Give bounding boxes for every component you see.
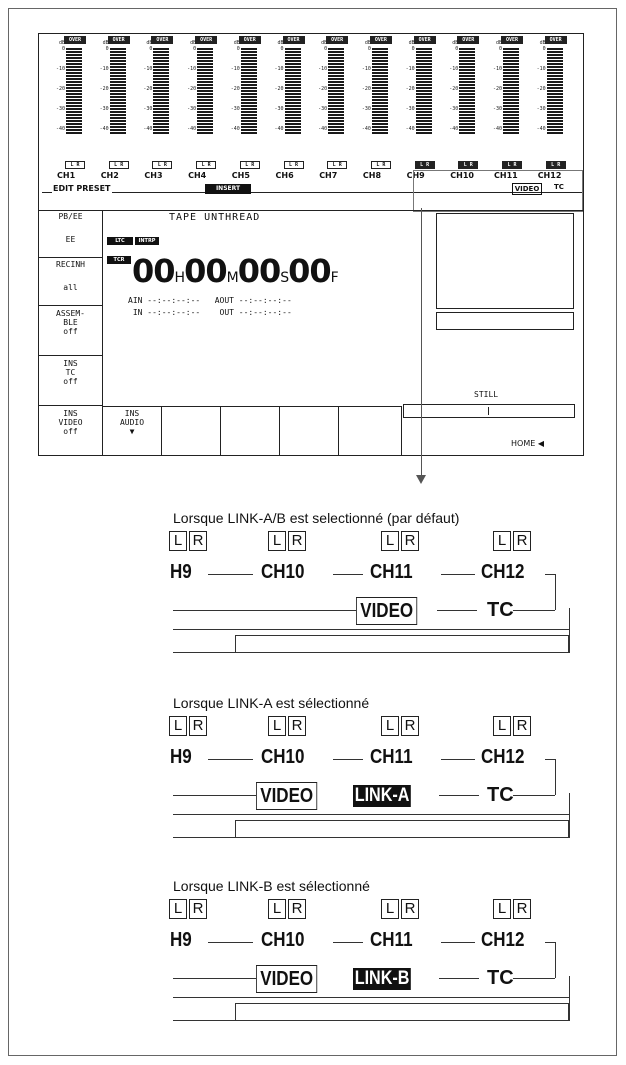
zoom-inset-bottom <box>173 630 570 653</box>
edit-preset-label: EDIT PRESET <box>53 184 111 193</box>
zoom-ch9: H9 <box>170 561 192 583</box>
zoom-ch10: CH10 <box>261 929 305 951</box>
zoom-l-box: L <box>169 531 187 551</box>
zoom-l-box: L <box>169 899 187 919</box>
db-label: dB <box>539 40 546 46</box>
channel-label: CH9 <box>406 171 425 180</box>
meter-channel <box>272 36 312 141</box>
level-bar <box>547 48 563 134</box>
zoom-r-box: R <box>189 899 207 919</box>
db-scale-tick: -20 <box>230 86 240 92</box>
zoom-selection-rect <box>413 170 583 212</box>
zoom-r-box: R <box>513 899 531 919</box>
over-indicator: OVER <box>545 36 567 44</box>
zoom-bracket-top <box>545 574 555 575</box>
in-out-line: IN --:--:--:-- OUT --:--:--:-- <box>128 308 292 317</box>
over-indicator: OVER <box>370 36 392 44</box>
meter-channel <box>140 36 180 141</box>
timecode-display: 00H00M00S00F <box>132 252 338 290</box>
db-scale-tick: -20 <box>143 86 153 92</box>
tc-indicator: TC <box>554 183 564 191</box>
db-label: dB <box>452 40 459 46</box>
db-scale-tick: -20 <box>536 86 546 92</box>
db-scale-tick: -10 <box>318 66 328 72</box>
db-scale-tick: -40 <box>143 126 153 132</box>
db-scale-tick: -10 <box>187 66 197 72</box>
db-scale-tick: 0 <box>61 46 65 52</box>
meter-channel <box>534 36 574 141</box>
db-label: dB <box>495 40 502 46</box>
db-scale-tick: -20 <box>55 86 65 92</box>
db-scale-tick: -20 <box>318 86 328 92</box>
zoom-connector <box>441 942 475 943</box>
db-scale-tick: -30 <box>492 106 502 112</box>
tape-status: TAPE UNTHREAD <box>169 212 261 223</box>
zoom-connector <box>513 610 555 611</box>
level-bar <box>459 48 475 134</box>
db-scale-tick: -40 <box>361 126 371 132</box>
zoom-video-label: VIDEO <box>256 965 317 993</box>
zoom-r-box: R <box>288 716 306 736</box>
zoom-bracket-top <box>545 942 555 943</box>
db-scale-tick: -10 <box>536 66 546 72</box>
zoom-connector <box>333 574 363 575</box>
zoom-r-box: R <box>288 531 306 551</box>
zoom-ch11: CH11 <box>370 746 413 768</box>
db-scale-tick: 0 <box>280 46 284 52</box>
db-scale-tick: -30 <box>318 106 328 112</box>
home-button[interactable]: HOME ◀ <box>511 439 544 448</box>
zoom-r-box: R <box>401 716 419 736</box>
db-scale-tick: -40 <box>55 126 65 132</box>
db-scale-tick: -10 <box>230 66 240 72</box>
zoom-lr-indicator <box>381 531 421 549</box>
db-scale-tick: 0 <box>236 46 240 52</box>
zoom-lr-indicator <box>268 531 308 549</box>
over-indicator: OVER <box>326 36 348 44</box>
monitor-info-box <box>436 312 574 330</box>
zoom-connector <box>513 795 555 796</box>
zoom-r-box: R <box>189 531 207 551</box>
zoom-tc-label: TC <box>487 967 514 989</box>
db-scale-tick: -40 <box>230 126 240 132</box>
db-scale-tick: -30 <box>274 106 284 112</box>
zoom-inset-bottom <box>173 998 570 1021</box>
db-scale-tick: -30 <box>230 106 240 112</box>
zoom-arrow-head <box>416 475 426 484</box>
zoom-inset-bottom <box>173 815 570 838</box>
zoom-r-box: R <box>401 531 419 551</box>
channel-label: CH3 <box>144 171 163 180</box>
db-scale-tick: -40 <box>492 126 502 132</box>
level-bar <box>503 48 519 134</box>
db-scale-tick: -20 <box>449 86 459 92</box>
zoom-video-label: VIDEO <box>256 782 317 810</box>
meter-channel <box>315 36 355 141</box>
zoom-bar-box <box>235 820 569 837</box>
video-monitor-area <box>436 213 574 309</box>
zoom-bar-box <box>235 635 569 652</box>
zoom-connector <box>173 795 256 796</box>
lr-indicator: L R <box>240 161 260 169</box>
zoom-lr-indicator <box>493 716 533 734</box>
db-scale-tick: -30 <box>405 106 415 112</box>
channel-label: CH10 <box>450 171 474 180</box>
zoom-lr-indicator <box>268 716 308 734</box>
level-bar <box>285 48 301 134</box>
vtr-setup-panel <box>38 33 584 456</box>
db-scale-tick: 0 <box>411 46 415 52</box>
recinh-button[interactable]: RECINH all <box>39 258 102 306</box>
zoom-lr-indicator <box>381 716 421 734</box>
zoom-ch10: CH10 <box>261 561 305 583</box>
meter-channel <box>359 36 399 141</box>
video-indicator: VIDEO <box>512 183 542 195</box>
db-label: dB <box>58 40 65 46</box>
zoom-lr-indicator <box>268 899 308 917</box>
lr-indicator: L R <box>327 161 347 169</box>
over-indicator: OVER <box>195 36 217 44</box>
over-indicator: OVER <box>457 36 479 44</box>
inset-caption: Lorsque LINK-A est sélectionné <box>173 695 370 711</box>
fkey-3[interactable] <box>220 406 279 456</box>
zoom-lr-indicator <box>493 899 533 917</box>
zoom-connector <box>439 978 479 979</box>
lr-indicator: L R <box>196 161 216 169</box>
zoom-ch12: CH12 <box>481 929 525 951</box>
db-scale-tick: -30 <box>449 106 459 112</box>
db-scale-tick: -40 <box>405 126 415 132</box>
pb-ee-button[interactable]: PB/EE EE <box>39 210 102 258</box>
still-position-marker <box>488 407 489 415</box>
over-indicator: OVER <box>501 36 523 44</box>
zoom-connector <box>441 759 475 760</box>
zoom-connector <box>333 942 363 943</box>
ain-aout-line: AIN --:--:--:-- AOUT --:--:--:-- <box>128 296 292 305</box>
zoom-inset-right-edge <box>569 976 570 1020</box>
db-scale-tick: -40 <box>187 126 197 132</box>
zoom-inset <box>170 531 570 631</box>
db-label: dB <box>277 40 284 46</box>
db-scale-tick: -10 <box>492 66 502 72</box>
db-scale-tick: -30 <box>187 106 197 112</box>
zoom-tc-label: TC <box>487 784 514 806</box>
db-scale-tick: -10 <box>449 66 459 72</box>
zoom-l-box: L <box>493 899 511 919</box>
zoom-inset <box>170 716 570 816</box>
channel-label: CH1 <box>57 171 76 180</box>
zoom-tc-label: TC <box>487 599 514 621</box>
level-bar <box>241 48 257 134</box>
over-indicator: OVER <box>414 36 436 44</box>
db-scale-tick: 0 <box>455 46 459 52</box>
level-bar <box>416 48 432 134</box>
over-indicator: OVER <box>151 36 173 44</box>
channel-label: CH6 <box>275 171 294 180</box>
zoom-ch9: H9 <box>170 746 192 768</box>
intrp-badge: INTRP <box>135 237 159 245</box>
lr-indicator: L R <box>284 161 304 169</box>
zoom-ch10: CH10 <box>261 746 305 768</box>
zoom-arrow-line <box>421 208 422 478</box>
zoom-l-box: L <box>268 531 286 551</box>
lr-indicator: L R <box>152 161 172 169</box>
over-indicator: OVER <box>283 36 305 44</box>
zoom-link-label: LINK-B <box>354 968 410 989</box>
zoom-r-box: R <box>288 899 306 919</box>
meter-channel <box>403 36 443 141</box>
zoom-lr-indicator <box>381 899 421 917</box>
ltc-badge: LTC <box>107 237 133 245</box>
zoom-l-box: L <box>268 716 286 736</box>
meter-channel <box>446 36 486 141</box>
zoom-lr-indicator <box>169 716 209 734</box>
meter-channel <box>490 36 530 141</box>
zoom-inset <box>170 899 570 999</box>
db-scale-tick: -30 <box>143 106 153 112</box>
over-indicator: OVER <box>239 36 261 44</box>
db-scale-tick: -20 <box>492 86 502 92</box>
channel-label: CH8 <box>362 171 382 180</box>
db-scale-tick: -10 <box>361 66 371 72</box>
zoom-ch11: CH11 <box>370 561 413 583</box>
fkey-5[interactable] <box>338 406 402 456</box>
still-position-bar <box>403 404 575 418</box>
zoom-connector <box>208 574 253 575</box>
zoom-ch12: CH12 <box>481 746 525 768</box>
level-bar <box>153 48 169 134</box>
zoom-l-box: L <box>169 716 187 736</box>
db-scale-tick: 0 <box>367 46 371 52</box>
zoom-connector <box>173 610 356 611</box>
ins-video-button[interactable]: INS VIDEO off <box>58 409 83 436</box>
db-scale-tick: -40 <box>99 126 109 132</box>
db-scale-tick: 0 <box>193 46 197 52</box>
zoom-connector <box>441 574 475 575</box>
zoom-l-box: L <box>381 899 399 919</box>
insert-indicator: INSERT <box>205 184 251 194</box>
db-scale-tick: -20 <box>99 86 109 92</box>
ins-tc-button[interactable]: INS TC off <box>39 356 102 406</box>
meter-channel <box>53 36 93 141</box>
db-scale-tick: -40 <box>536 126 546 132</box>
zoom-connector <box>173 978 256 979</box>
zoom-ch9: H9 <box>170 929 192 951</box>
channel-label: CH7 <box>319 171 338 180</box>
db-scale-tick: -10 <box>143 66 153 72</box>
inset-caption: Lorsque LINK-B est sélectionné <box>173 878 370 894</box>
db-scale-tick: -10 <box>405 66 415 72</box>
header-divider <box>39 210 583 211</box>
zoom-r-box: R <box>513 531 531 551</box>
assemble-button[interactable]: ASSEM- BLE off <box>39 306 102 356</box>
zoom-connector <box>208 942 253 943</box>
zoom-bracket-side <box>555 759 556 795</box>
zoom-l-box: L <box>268 899 286 919</box>
over-indicator: OVER <box>64 36 86 44</box>
zoom-inset-right-edge <box>569 793 570 837</box>
fkey-4[interactable] <box>279 406 338 456</box>
zoom-ch12: CH12 <box>481 561 525 583</box>
lr-indicator: L R <box>546 161 566 169</box>
channel-label: CH11 <box>494 171 518 180</box>
level-bar <box>372 48 388 134</box>
lr-indicator: L R <box>371 161 391 169</box>
db-scale-tick: -30 <box>99 106 109 112</box>
zoom-bracket-side <box>555 942 556 978</box>
db-scale-tick: -10 <box>274 66 284 72</box>
db-label: dB <box>408 40 415 46</box>
inset-caption: Lorsque LINK-A/B est selectionné (par défaut) <box>173 510 460 526</box>
meter-channel <box>228 36 268 141</box>
db-scale-tick: 0 <box>498 46 502 52</box>
over-indicator: OVER <box>108 36 130 44</box>
db-scale-tick: 0 <box>542 46 546 52</box>
still-label: STILL <box>474 390 499 399</box>
channel-label: CH5 <box>231 171 250 180</box>
lr-indicator: L R <box>415 161 435 169</box>
zoom-connector <box>437 610 477 611</box>
db-scale-tick: -30 <box>55 106 65 112</box>
zoom-bracket-top <box>545 759 555 760</box>
db-scale-tick: -10 <box>99 66 109 72</box>
lr-indicator: L R <box>458 161 478 169</box>
zoom-l-box: L <box>493 531 511 551</box>
zoom-l-box: L <box>381 531 399 551</box>
zoom-connector <box>439 795 479 796</box>
channel-label: CH12 <box>537 171 562 180</box>
meter-channel <box>97 36 137 141</box>
meter-channel <box>184 36 224 141</box>
zoom-r-box: R <box>401 899 419 919</box>
zoom-lr-indicator <box>493 531 533 549</box>
level-bar <box>110 48 126 134</box>
db-scale-tick: -20 <box>405 86 415 92</box>
tcr-badge: TCR <box>107 256 131 264</box>
db-scale-tick: 0 <box>105 46 109 52</box>
db-label: dB <box>102 40 109 46</box>
zoom-connector <box>513 978 555 979</box>
db-scale-tick: -20 <box>187 86 197 92</box>
channel-label: CH4 <box>188 171 207 180</box>
db-scale-tick: -10 <box>55 66 65 72</box>
zoom-r-box: R <box>513 716 531 736</box>
db-scale-tick: 0 <box>149 46 153 52</box>
zoom-inset-right-edge <box>569 608 570 652</box>
zoom-l-box: L <box>381 716 399 736</box>
db-label: dB <box>233 40 240 46</box>
db-scale-tick: -40 <box>318 126 328 132</box>
db-label: dB <box>190 40 197 46</box>
fkey-2[interactable] <box>161 406 220 456</box>
db-scale-tick: -40 <box>274 126 284 132</box>
zoom-l-box: L <box>493 716 511 736</box>
db-scale-tick: -40 <box>449 126 459 132</box>
level-bar <box>328 48 344 134</box>
ins-audio-button[interactable]: INS AUDIO ▼ <box>102 406 161 456</box>
db-scale-tick: -30 <box>361 106 371 112</box>
zoom-lr-indicator <box>169 899 209 917</box>
lr-indicator: L R <box>109 161 129 169</box>
db-label: dB <box>146 40 153 46</box>
zoom-link-label: LINK-A <box>354 785 410 806</box>
level-bar <box>66 48 82 134</box>
zoom-connector <box>208 759 253 760</box>
zoom-lr-indicator <box>169 531 209 549</box>
channel-label: CH2 <box>100 171 119 180</box>
zoom-connector <box>333 759 363 760</box>
db-label: dB <box>364 40 371 46</box>
lr-indicator: L R <box>65 161 85 169</box>
lr-indicator: L R <box>502 161 522 169</box>
db-label: dB <box>321 40 328 46</box>
zoom-bracket-side <box>555 574 556 610</box>
db-scale-tick: 0 <box>324 46 328 52</box>
zoom-bar-box <box>235 1003 569 1020</box>
zoom-r-box: R <box>189 716 207 736</box>
zoom-ch11: CH11 <box>370 929 413 951</box>
zoom-video-label: VIDEO <box>356 597 417 625</box>
level-bar <box>197 48 213 134</box>
db-scale-tick: -20 <box>361 86 371 92</box>
db-scale-tick: -20 <box>274 86 284 92</box>
db-scale-tick: -30 <box>536 106 546 112</box>
